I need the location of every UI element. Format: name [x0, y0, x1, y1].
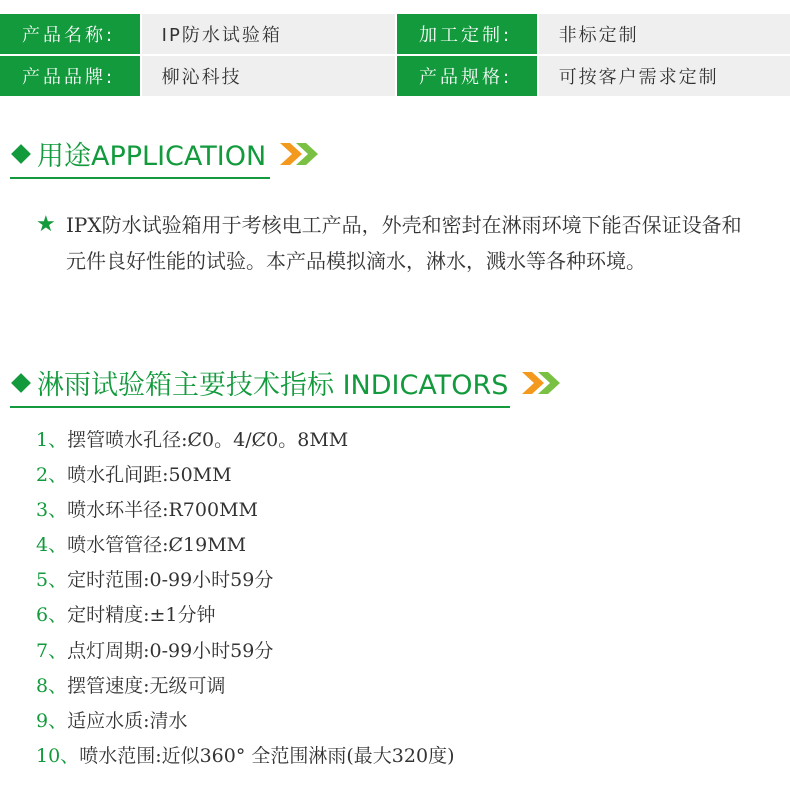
list-item — [36, 423, 455, 458]
item-number: 1、 — [36, 429, 68, 451]
list-item — [36, 704, 455, 739]
customization-value: 非标定制 — [539, 14, 790, 54]
item-text: 摆管速度:无级可调 — [67, 674, 226, 697]
list-item — [36, 669, 455, 704]
item-text: 喷水环半径:R700MM — [67, 499, 258, 522]
product-name-value: IP防水试验箱 — [142, 14, 395, 54]
customization-label: 加工定制: — [397, 14, 537, 54]
star-icon: ★ — [36, 212, 56, 237]
item-number: 3、 — [36, 499, 68, 522]
item-number: 8、 — [36, 674, 68, 697]
list-item — [36, 528, 455, 563]
item-text: 定时精度:±1分钟 — [67, 604, 216, 627]
application-description — [36, 207, 760, 279]
spec-row — [0, 56, 790, 96]
indicators-heading — [10, 363, 566, 402]
brand-label: 产品品牌: — [0, 56, 140, 96]
application-title: 用途APPLICATION — [37, 141, 267, 172]
item-number: 2、 — [36, 464, 68, 487]
list-item — [36, 493, 455, 528]
indicators-underline — [10, 406, 510, 408]
diamond-icon — [11, 144, 31, 164]
list-item — [36, 563, 455, 598]
diamond-icon — [11, 373, 31, 393]
application-text: IPX防水试验箱用于考核电工产品，外壳和密封在淋雨环境下能否保证设备和元件良好性能的试验。本产品模拟滴水，淋水，溅水等各种环境。 — [66, 213, 742, 273]
list-item — [36, 458, 455, 493]
item-text: 点灯周期:0-99小时59分 — [67, 639, 274, 662]
item-number: 6、 — [36, 604, 68, 627]
application-heading — [10, 134, 324, 173]
application-underline — [10, 177, 270, 179]
spec-label: 产品规格: — [397, 56, 537, 96]
item-text: 喷水范围:近似360° 全范围淋雨(最大320度) — [79, 744, 455, 767]
list-item — [36, 739, 455, 774]
item-number: 10、 — [36, 744, 80, 767]
item-number: 9、 — [36, 709, 68, 732]
item-text: 喷水孔间距:50MM — [67, 464, 232, 487]
spec-value: 可按客户需求定制 — [539, 56, 790, 96]
spec-row — [0, 14, 790, 54]
double-chevron-icon — [522, 370, 566, 396]
double-chevron-icon — [280, 141, 324, 167]
list-item — [36, 634, 455, 669]
product-name-label: 产品名称: — [0, 14, 140, 54]
indicators-list — [36, 423, 455, 774]
brand-value: 柳沁科技 — [142, 56, 395, 96]
spec-table — [0, 14, 790, 98]
indicators-title: 淋雨试验箱主要技术指标 INDICATORS — [37, 370, 509, 401]
item-number: 7、 — [36, 639, 68, 662]
item-text: 定时范围:0-99小时59分 — [67, 569, 274, 592]
list-item — [36, 598, 455, 633]
item-text: 喷水管管径:Ȼ19MM — [67, 534, 247, 557]
item-number: 4、 — [36, 534, 68, 557]
item-text: 适应水质:清水 — [67, 709, 188, 732]
item-text: 摆管喷水孔径:Ȼ0。4/Ȼ0。8MM — [67, 429, 349, 451]
item-number: 5、 — [36, 569, 68, 592]
